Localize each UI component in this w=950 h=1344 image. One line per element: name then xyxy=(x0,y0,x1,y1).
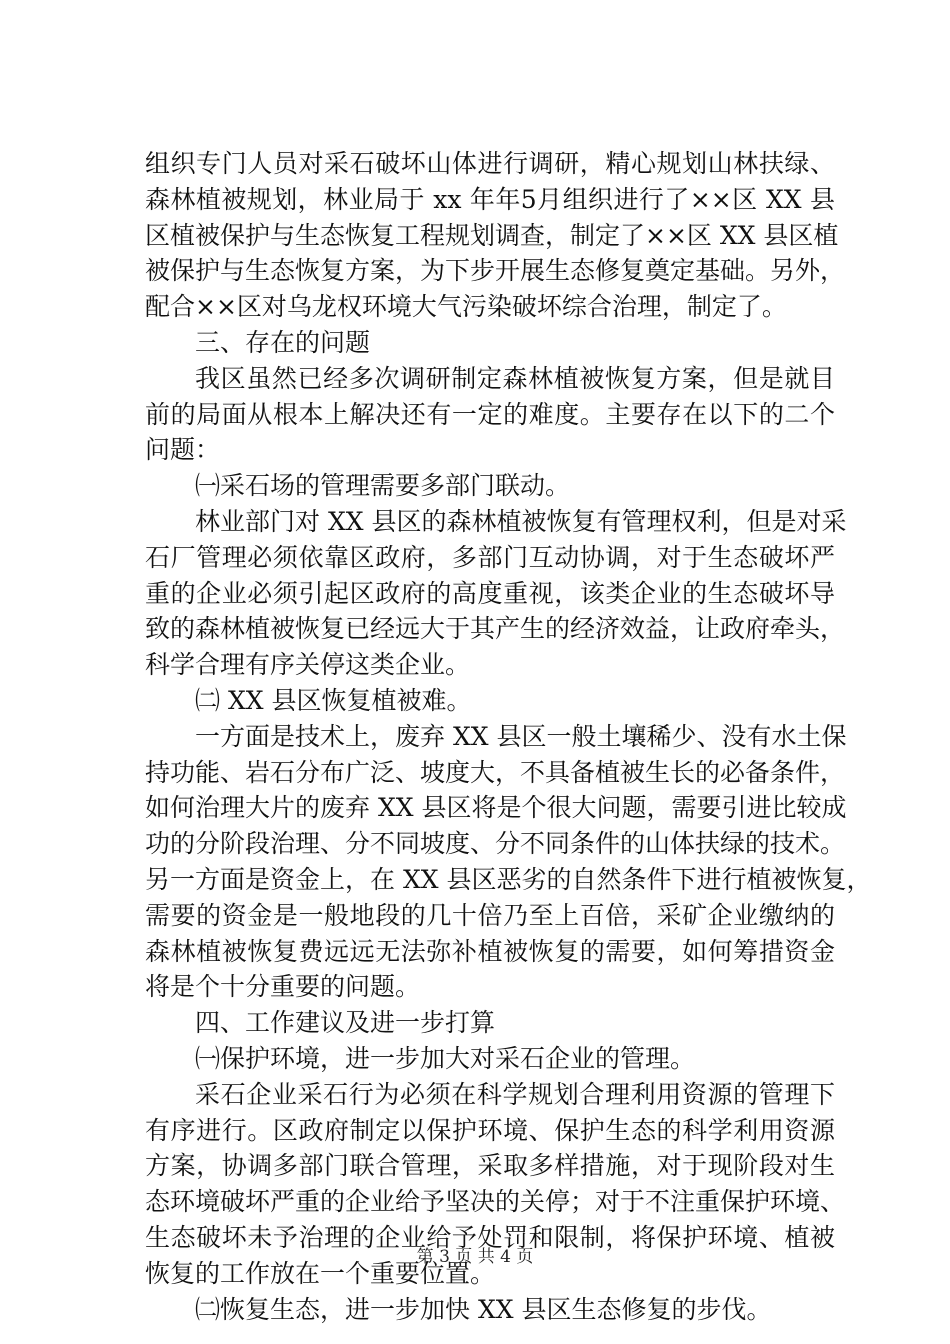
text-line: 另一方面是资金上，在 XX 县区恶劣的自然条件下进行植被恢复， xyxy=(145,864,872,894)
text-line: 致的森林植被恢复已经远大于其产生的经济效益，让政府牵头， xyxy=(145,614,846,644)
text-line: 三、存在的问题 xyxy=(195,327,371,357)
text-line: 森林植被规划，林业局于 xx 年年5月组织进行了××区 XX 县 xyxy=(145,184,835,214)
text-line: 问题： xyxy=(145,435,221,465)
text-line: 采石企业采石行为必须在科学规划合理利用资源的管理下 xyxy=(195,1079,835,1109)
text-line: 恢复的工作放在一个重要位置。 xyxy=(145,1258,496,1288)
text-line: 我区虽然已经多次调研制定森林植被恢复方案，但是就目 xyxy=(195,363,835,393)
page-number-label: 第 3 页 共 4 页 xyxy=(416,1247,534,1267)
text-line: ㈠保护环境，进一步加大对采石企业的管理。 xyxy=(195,1043,696,1073)
text-line: 森林植被恢复费远远无法弥补植被恢复的需要，如何筹措资金 xyxy=(145,936,835,966)
text-line: 需要的资金是一般地段的几十倍乃至上百倍，采矿企业缴纳的 xyxy=(145,900,835,930)
text-line: 一方面是技术上，废弃 XX 县区一般土壤稀少、没有水土保 xyxy=(195,721,847,751)
text-line: 如何治理大片的废弃 XX 县区将是个很大问题，需要引进比较成 xyxy=(145,793,847,823)
text-line: 态环境破坏严重的企业给予坚决的关停；对于不注重保护环境、 xyxy=(145,1187,846,1217)
text-line: 石厂管理必须依靠区政府，多部门互动协调，对于生态破坏严 xyxy=(145,542,835,572)
text-line: ㈡ XX 县区恢复植被难。 xyxy=(195,685,472,715)
text-line: 配合××区对乌龙权环境大气污染破坏综合治理，制定了。 xyxy=(145,292,787,322)
text-line: 区植被保护与生态恢复工程规划调查，制定了××区 XX 县区植 xyxy=(145,220,839,250)
text-line: 前的局面从根本上解决还有一定的难度。主要存在以下的二个 xyxy=(145,399,835,429)
text-line: 功的分阶段治理、分不同坡度、分不同条件的山体扶绿的技术。 xyxy=(145,829,846,859)
text-line: 四、工作建议及进一步打算 xyxy=(195,1008,496,1038)
text-line: 方案，协调多部门联合管理，采取多样措施，对于现阶段对生 xyxy=(145,1151,835,1181)
text-line: 重的企业必须引起区政府的高度重视，该类企业的生态破坏导 xyxy=(145,578,835,608)
document-body xyxy=(145,146,872,1327)
text-line: ㈡恢复生态，进一步加快 XX 县区生态修复的步伐。 xyxy=(195,1294,772,1324)
page-footer xyxy=(0,1246,950,1268)
text-line: 持功能、岩石分布广泛、坡度大，不具备植被生长的必备条件， xyxy=(145,757,846,787)
text-line: 被保护与生态恢复方案，为下步开展生态修复奠定基础。另外， xyxy=(145,256,846,286)
text-line: 有序进行。区政府制定以保护环境、保护生态的科学利用资源 xyxy=(145,1115,835,1145)
text-line: 将是个十分重要的问题。 xyxy=(145,972,421,1002)
text-line: ㈠采石场的管理需要多部门联动。 xyxy=(195,471,571,501)
text-line: 林业部门对 XX 县区的森林植被恢复有管理权利，但是对采 xyxy=(195,506,847,536)
text-line: 组织专门人员对采石破坏山体进行调研，精心规划山林扶绿、 xyxy=(145,149,835,178)
text-line: 科学合理有序关停这类企业。 xyxy=(145,650,471,680)
text-line: 生态破坏未予治理的企业给予处罚和限制，将保护环境、植被 xyxy=(145,1222,835,1252)
